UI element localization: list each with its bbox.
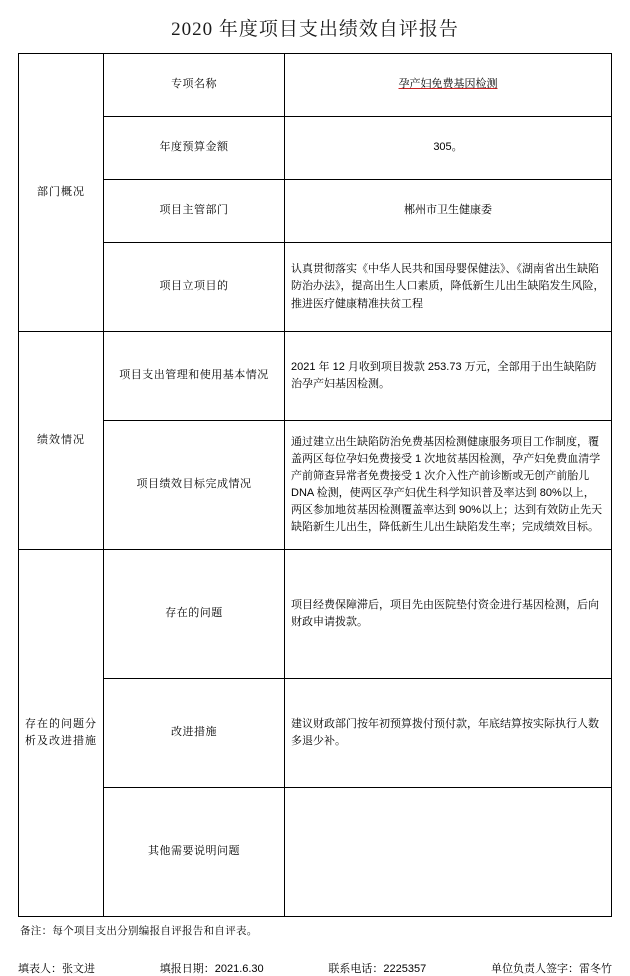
row-value-project-purpose: 认真贯彻落实《中华人民共和国母婴保健法》、《湖南省出生缺陷防治办法》，提高出生人口素质，降低新生儿出生缺陷发生风险，推进医疗健康精准扶贫工程 xyxy=(285,243,612,332)
row-value-goal-completion: 通过建立出生缺陷防治免费基因检测健康服务项目工作制度，覆盖两区每位孕妇免费接受 1 次地贫基因检测，孕产妇免费血清学产前筛查异常者免费接受 1 次介入性产前诊断或无创产前胎儿 DNA 检测，使两区孕产妇优生科学知识普及率达到 80%以上，两区参加地贫基因检测覆盖率达到 90%以上；达到有效防止先天缺陷新生儿出生，降低新生儿出生缺陷发生率；完成绩效目标。 xyxy=(285,421,612,550)
row-value-other-notes xyxy=(285,788,612,917)
footer-phone-value: 2225357 xyxy=(383,963,427,975)
section-label-department-overview: 部门概况 xyxy=(19,54,104,332)
row-label-project-name: 专项名称 xyxy=(104,54,285,117)
project-name-text: 孕产妇免费基因检测 xyxy=(398,78,498,91)
table-row xyxy=(19,54,612,117)
footer-filler-value: 张文进 xyxy=(62,963,95,975)
table-row xyxy=(19,332,612,421)
row-value-existing-problems: 项目经费保障滞后，项目先由医院垫付资金进行基因检测，后向财政申请拨款。 xyxy=(285,550,612,679)
row-label-goal-completion: 项目绩效目标完成情况 xyxy=(104,421,285,550)
page-title: 2020 年度项目支出绩效自评报告 xyxy=(171,19,459,40)
table-row xyxy=(19,421,612,550)
footer-signer-label: 单位负责人签字： xyxy=(490,963,579,975)
table-row xyxy=(19,117,612,180)
row-label-supervising-department: 项目主管部门 xyxy=(104,180,285,243)
footer-date-label: 填报日期： xyxy=(159,963,215,975)
performance-self-evaluation-table xyxy=(18,53,612,917)
table-row xyxy=(19,550,612,679)
footer-signer-value: 雷冬竹 xyxy=(578,963,612,975)
section-label-performance: 绩效情况 xyxy=(19,332,104,550)
section-label-problems-and-measures: 存在的问题分析及改进措施 xyxy=(19,550,104,917)
row-label-annual-budget: 年度预算金额 xyxy=(104,117,285,180)
row-value-expenditure-management: 2021 年 12 月收到项目拨款 253.73 万元，全部用于出生缺陷防治孕产妇基因检测。 xyxy=(285,332,612,421)
table-row xyxy=(19,180,612,243)
signature-footer xyxy=(18,960,612,976)
footer-signer xyxy=(491,960,612,976)
footer-filler xyxy=(18,960,95,976)
row-label-improvement-measures: 改进措施 xyxy=(104,679,285,788)
row-label-expenditure-management: 项目支出管理和使用基本情况 xyxy=(104,332,285,421)
row-value-supervising-department: 郴州市卫生健康委 xyxy=(285,180,612,243)
footer-date xyxy=(160,960,264,976)
row-value-project-name xyxy=(285,54,612,117)
table-row xyxy=(19,679,612,788)
footer-filler-label: 填表人： xyxy=(18,963,62,975)
row-label-other-notes: 其他需要说明问题 xyxy=(104,788,285,917)
table-row xyxy=(19,243,612,332)
table-row xyxy=(19,788,612,917)
footer-phone xyxy=(328,960,426,976)
row-value-annual-budget: 305。 xyxy=(285,117,612,180)
table-footnote: 备注：每个项目支出分别编报自评报告和自评表。 xyxy=(20,925,258,937)
row-value-improvement-measures: 建议财政部门按年初预算拨付预付款，年底结算按实际执行人数多退少补。 xyxy=(285,679,612,788)
row-label-existing-problems: 存在的问题 xyxy=(104,550,285,679)
row-label-project-purpose: 项目立项目的 xyxy=(104,243,285,332)
footer-phone-label: 联系电话： xyxy=(328,963,384,975)
footer-date-value: 2021.6.30 xyxy=(214,963,264,975)
